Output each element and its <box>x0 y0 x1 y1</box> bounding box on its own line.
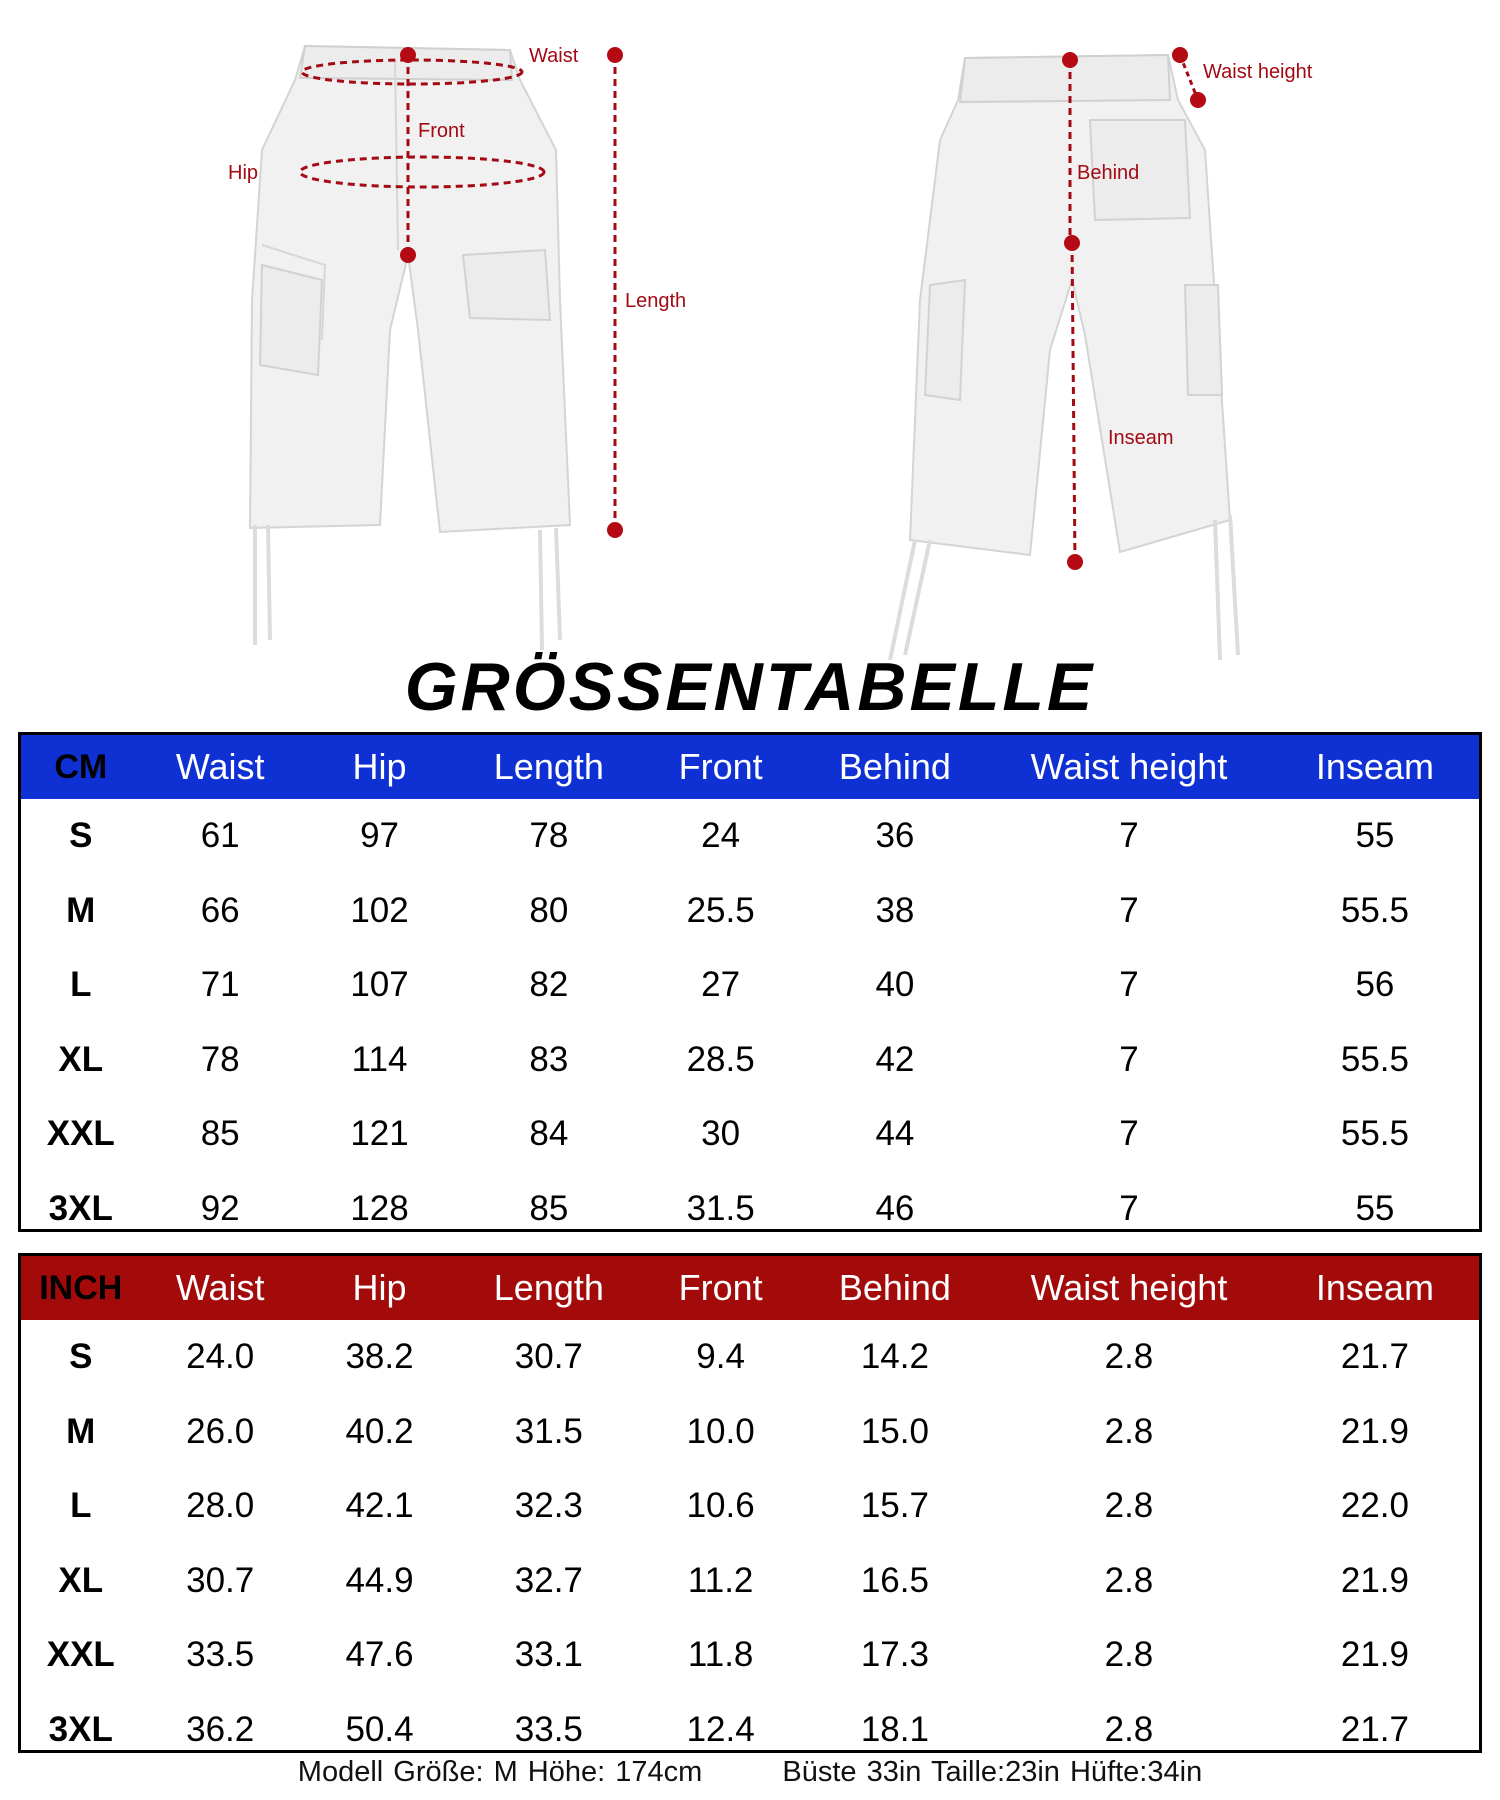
table-cell: 107 <box>350 965 409 1005</box>
table-cell: 31.5 <box>514 1411 583 1451</box>
table-cell: 102 <box>350 890 409 930</box>
table-cell: 32.3 <box>514 1486 583 1526</box>
table-cell: 36 <box>875 816 915 856</box>
header-behind: Behind <box>838 746 951 787</box>
table-row <box>21 1395 1479 1470</box>
table-row <box>21 874 1479 949</box>
inch-table-header <box>21 1256 1479 1320</box>
table-cell: 56 <box>1355 965 1395 1005</box>
size-label: S <box>69 1337 93 1377</box>
model-measurements-text: Büste 33in Taille:23in Hüfte:34in <box>782 1756 1203 1788</box>
table-cell: 28.0 <box>186 1486 255 1526</box>
table-cell: 55 <box>1355 816 1395 856</box>
size-label: L <box>70 965 92 1005</box>
table-cell: 2.8 <box>1104 1709 1154 1749</box>
table-cell: 7 <box>1119 965 1139 1005</box>
table-cell: 33.5 <box>514 1709 583 1749</box>
table-cell: 78 <box>200 1039 240 1079</box>
table-cell: 27 <box>701 965 741 1005</box>
table-cell: 9.4 <box>696 1337 745 1377</box>
table-cell: 17.3 <box>860 1635 929 1675</box>
size-label: XXL <box>46 1635 115 1675</box>
table-cell: 2.8 <box>1104 1486 1154 1526</box>
table-cell: 42 <box>875 1039 915 1079</box>
table-cell: 33.1 <box>514 1635 583 1675</box>
table-cell: 2.8 <box>1104 1635 1154 1675</box>
header-waist-height: Waist height <box>1030 1267 1228 1308</box>
cm-size-table <box>18 732 1482 1232</box>
table-cell: 12.4 <box>686 1709 755 1749</box>
header-length: Length <box>493 746 604 787</box>
table-cell: 30 <box>701 1114 741 1154</box>
header-inseam: Inseam <box>1315 746 1434 787</box>
size-label: M <box>66 890 96 930</box>
label-hip: Hip <box>228 162 259 184</box>
table-cell: 31.5 <box>686 1188 755 1228</box>
header-waist: Waist <box>175 746 265 787</box>
table-cell: 16.5 <box>860 1560 929 1600</box>
table-cell: 55.5 <box>1340 1114 1409 1154</box>
table-cell: 44 <box>875 1114 915 1154</box>
table-cell: 33.5 <box>186 1635 255 1675</box>
table-row <box>21 1097 1479 1172</box>
table-cell: 66 <box>200 890 240 930</box>
table-cell: 21.9 <box>1340 1635 1409 1675</box>
table-cell: 21.9 <box>1340 1411 1409 1451</box>
table-cell: 15.0 <box>860 1411 929 1451</box>
table-cell: 61 <box>200 816 240 856</box>
label-inseam: Inseam <box>1108 427 1174 449</box>
table-cell: 25.5 <box>686 890 755 930</box>
table-cell: 7 <box>1119 890 1139 930</box>
model-size-text: Modell Größe: M Höhe: 174cm <box>297 1756 703 1788</box>
model-info <box>0 1756 1500 1789</box>
header-behind: Behind <box>838 1267 951 1308</box>
size-label: S <box>69 816 93 856</box>
table-cell: 14.2 <box>860 1337 929 1377</box>
label-waist-height: Waist height <box>1203 61 1313 83</box>
table-row <box>21 1469 1479 1544</box>
header-unit: CM <box>54 747 108 786</box>
header-hip: Hip <box>352 746 407 787</box>
table-cell: 114 <box>351 1039 408 1079</box>
label-behind: Behind <box>1077 162 1140 184</box>
table-cell: 40.2 <box>345 1411 414 1451</box>
table-cell: 83 <box>529 1039 569 1079</box>
measurement-diagram <box>0 0 1500 680</box>
table-cell: 85 <box>200 1114 240 1154</box>
size-label: M <box>66 1411 96 1451</box>
header-unit: INCH <box>39 1268 123 1307</box>
table-row <box>21 1023 1479 1098</box>
header-inseam: Inseam <box>1315 1267 1434 1308</box>
table-row <box>21 1172 1479 1247</box>
table-cell: 47.6 <box>345 1635 414 1675</box>
table-cell: 11.2 <box>687 1560 754 1600</box>
table-cell: 92 <box>200 1188 240 1228</box>
header-waist-height: Waist height <box>1030 746 1228 787</box>
table-cell: 97 <box>360 816 399 856</box>
table-cell: 7 <box>1119 1039 1139 1079</box>
table-cell: 71 <box>200 965 240 1005</box>
table-row <box>21 948 1479 1023</box>
size-label: XL <box>58 1560 104 1600</box>
table-cell: 84 <box>529 1114 569 1154</box>
table-cell: 32.7 <box>514 1560 583 1600</box>
table-cell: 55.5 <box>1340 1039 1409 1079</box>
table-cell: 15.7 <box>860 1486 929 1526</box>
table-cell: 21.7 <box>1340 1337 1409 1377</box>
table-cell: 26.0 <box>186 1411 255 1451</box>
label-front: Front <box>418 120 465 142</box>
table-cell: 42.1 <box>345 1486 414 1526</box>
table-cell: 11.8 <box>687 1635 754 1675</box>
table-cell: 46 <box>875 1188 915 1228</box>
table-cell: 18.1 <box>860 1709 929 1749</box>
label-waist: Waist <box>529 45 579 67</box>
table-cell: 85 <box>529 1188 569 1228</box>
inch-size-table <box>18 1253 1482 1753</box>
header-waist: Waist <box>175 1267 265 1308</box>
cm-table-header <box>21 735 1479 799</box>
table-row <box>21 799 1479 874</box>
table-cell: 30.7 <box>514 1337 583 1377</box>
table-cell: 128 <box>350 1188 409 1228</box>
table-cell: 10.0 <box>686 1411 755 1451</box>
table-cell: 7 <box>1119 816 1139 856</box>
header-front: Front <box>678 746 763 787</box>
table-cell: 10.6 <box>686 1486 755 1526</box>
table-cell: 121 <box>350 1114 409 1154</box>
size-chart-title: GRÖSSENTABELLE <box>404 649 1096 725</box>
size-label: XXL <box>46 1114 115 1154</box>
table-row <box>21 1618 1479 1693</box>
table-cell: 7 <box>1119 1114 1139 1154</box>
table-cell: 28.5 <box>686 1039 755 1079</box>
header-hip: Hip <box>352 1267 407 1308</box>
size-label: L <box>70 1486 92 1526</box>
table-row <box>21 1320 1479 1395</box>
label-length: Length <box>625 290 687 312</box>
table-cell: 40 <box>875 965 915 1005</box>
table-cell: 38.2 <box>345 1337 414 1377</box>
table-cell: 7 <box>1119 1188 1139 1228</box>
table-cell: 24.0 <box>186 1337 255 1377</box>
table-cell: 22.0 <box>1340 1486 1409 1526</box>
table-cell: 30.7 <box>186 1560 255 1600</box>
table-cell: 2.8 <box>1104 1560 1154 1600</box>
pants-front-view <box>250 46 570 650</box>
table-cell: 2.8 <box>1104 1411 1154 1451</box>
table-cell: 24 <box>701 816 741 856</box>
table-cell: 36.2 <box>186 1709 255 1749</box>
pants-back-view <box>890 55 1238 660</box>
table-cell: 21.9 <box>1340 1560 1409 1600</box>
size-label: 3XL <box>48 1188 113 1228</box>
table-cell: 82 <box>529 965 569 1005</box>
table-cell: 2.8 <box>1104 1337 1154 1377</box>
table-cell: 55 <box>1355 1188 1395 1228</box>
table-row <box>21 1544 1479 1619</box>
size-label: 3XL <box>48 1709 113 1749</box>
table-cell: 21.7 <box>1340 1709 1409 1749</box>
table-cell: 50.4 <box>345 1709 414 1749</box>
table-cell: 80 <box>529 890 569 930</box>
table-cell: 55.5 <box>1340 890 1409 930</box>
header-length: Length <box>493 1267 604 1308</box>
table-cell: 78 <box>529 816 569 856</box>
table-cell: 44.9 <box>345 1560 414 1600</box>
table-cell: 38 <box>875 890 915 930</box>
size-label: XL <box>58 1039 104 1079</box>
header-front: Front <box>678 1267 763 1308</box>
